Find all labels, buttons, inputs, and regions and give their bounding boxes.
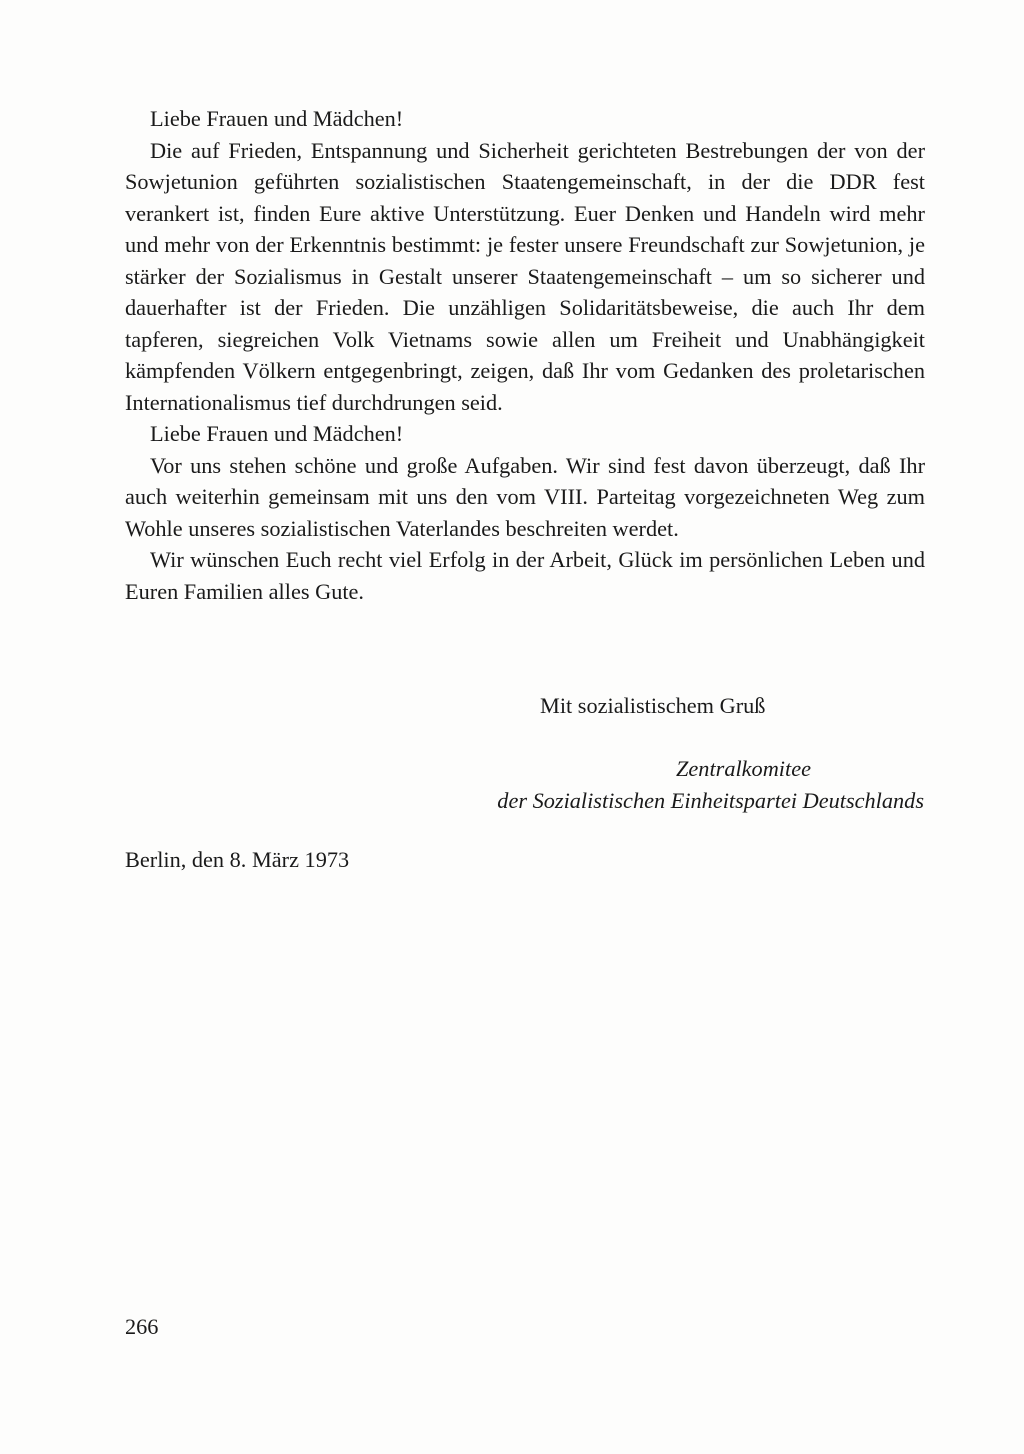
closing-formula: Mit sozialistischem Gruß bbox=[540, 693, 766, 718]
signature-line: Zentralkomitee bbox=[676, 756, 811, 781]
salutation: Liebe Frauen und Mädchen! bbox=[150, 421, 404, 446]
body-paragraph: Die auf Frieden, Entspannung und Sicherheit gerichteten Bestrebungen der von der Sowjetunion geführten sozialistischen Staatengemeinschaft, in der die DDR fest verankert ist, finden Eure aktive Unterstützung. Euer Denken und Handeln wird mehr und mehr von der Erkenntnis bestimmt: je fester unsere Freundschaft zur Sowjetunion, je stärker der Sozialismus in Gestalt unserer Staatengemeinschaft – um so sicherer und dauerhafter ist der Frieden. Die unzähligen Solidaritätsbeweise, die auch Ihr dem tapferen, siegreichen Volk Vietnams sowie allen um Freiheit und Unabhängigkeit kämpfenden Völkern entgegenbringt, zeigen, daß Ihr vom Gedanken des proletarischen Internationalismus tief durchdrungen seid. bbox=[125, 137, 925, 415]
signature-block bbox=[497, 753, 924, 816]
date-line: Berlin, den 8. März 1973 bbox=[125, 847, 350, 872]
salutation: Liebe Frauen und Mädchen! bbox=[150, 106, 404, 131]
signature-line: der Sozialistischen Einheitspartei Deutschlands bbox=[497, 787, 924, 813]
letter-body bbox=[125, 103, 925, 607]
body-paragraph: Vor uns stehen schöne und große Aufgaben. Wir sind fest davon überzeugt, daß Ihr auch weiterhin gemeinsam mit uns den vom VIII. Parteitag vorgezeichneten Weg zum Wohle unseres sozialistischen Vaterlandes beschreiten werdet. bbox=[125, 452, 925, 541]
page-number: 266 bbox=[125, 1314, 159, 1339]
body-paragraph: Wir wünschen Euch recht viel Erfolg in der Arbeit, Glück im persönlichen Leben und Euren Familien alles Gute. bbox=[125, 547, 925, 604]
